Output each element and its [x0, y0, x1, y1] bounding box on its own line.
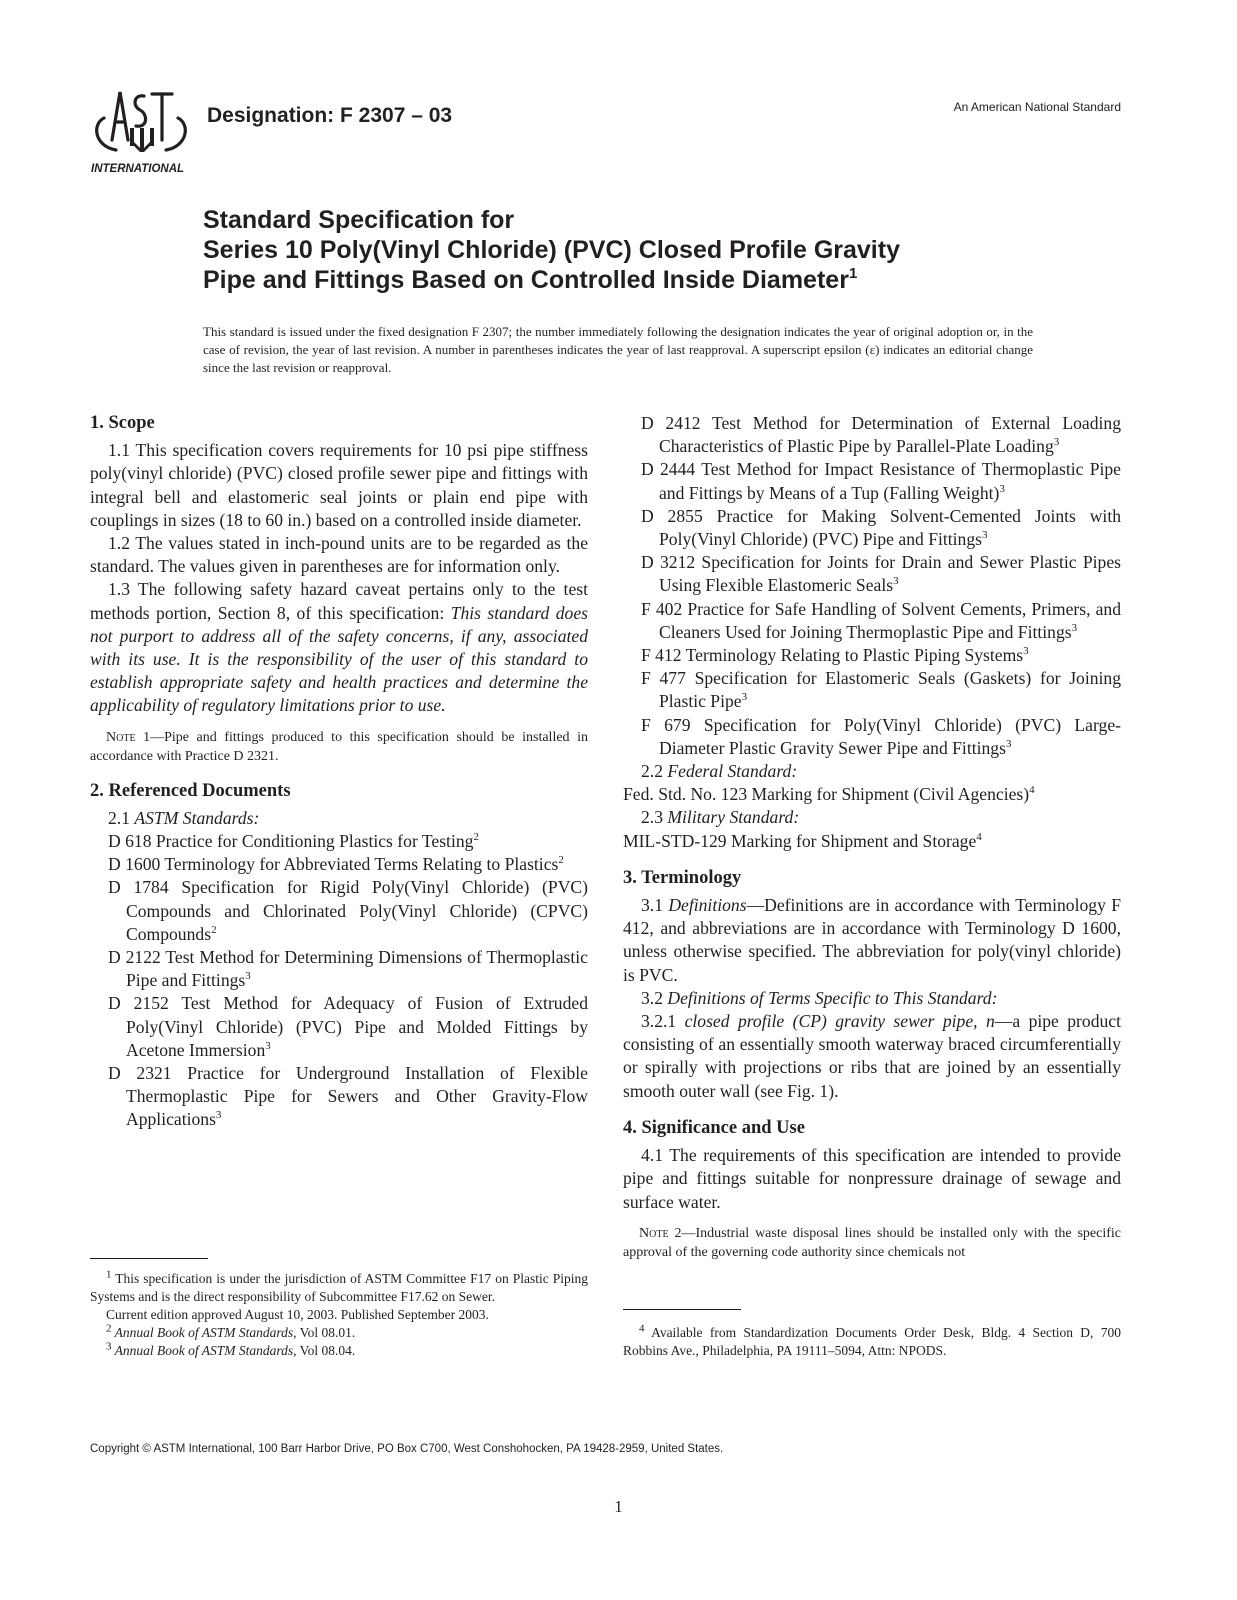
- ref-footnote-mark: 3: [741, 691, 748, 704]
- footnote-2: [90, 1324, 588, 1342]
- note-1-text: 1—Pipe and fittings produced to this specification should be installed in accordance with Practice D 2321.: [90, 729, 588, 764]
- paragraph-4-1: 4.1 The requirements of this specification are intended to provide pipe and fittings suitable for nonpressure drainage of sewage and surface water.: [623, 1145, 1121, 1212]
- ref-text: D 2152 Test Method for Adequacy of Fusion of Extruded Poly(Vinyl Chloride) (PVC) Pipe and Molded Fittings by Acetone Immersion: [108, 993, 588, 1060]
- ref-footnote-mark: 3: [1023, 645, 1029, 658]
- ref-footnote-mark: 2: [473, 831, 479, 844]
- definitions-specific-label: Definitions of Terms Specific to This Standard:: [667, 987, 998, 1008]
- section-scope-heading: 1. Scope: [90, 413, 155, 433]
- footnote-3-title: Annual Book of ASTM Standards: [111, 1343, 294, 1358]
- ref-text: D 2444 Test Method for Impact Resistance of Thermoplastic Pipe and Fittings by Means of a Tup (Falling Weight): [641, 459, 1121, 503]
- ref-list-item: [641, 412, 1121, 458]
- note-2-label: Note: [639, 1225, 669, 1241]
- paragraph-3-1-num: 3.1: [641, 895, 669, 916]
- ref-list-item: [108, 992, 588, 1062]
- ref-list-item: [641, 667, 1121, 713]
- document-title: [203, 205, 1143, 295]
- ref-list-item: [641, 598, 1121, 644]
- footnotes-left: [90, 1270, 588, 1360]
- paragraph-2-1: [90, 807, 588, 830]
- ref-footnote-mark: 2: [211, 924, 217, 936]
- footnote-1: [90, 1270, 588, 1306]
- ref-footnote-mark: 3: [265, 1040, 271, 1053]
- ref-text: D 2321 Practice for Underground Installation of Flexible Thermoplastic Pipe for Sewers and Other Gravity-Flow Applications: [108, 1063, 588, 1130]
- footnote-mark: 3: [106, 1340, 112, 1353]
- mil-std-ref: [623, 830, 1121, 853]
- term-separator: ,: [973, 1011, 986, 1032]
- footnote-mark: 1: [106, 1268, 112, 1281]
- issue-statement: This standard is issued under the fixed designation F 2307; the number immediately following the designation indicates the year of original adoption or, in the case of revision, the year of last revision. A number in parentheses indicates the year of last reapproval. A superscript epsilon (ε) indicates an editorial change since the last revision or reapproval.: [203, 324, 1033, 375]
- footnote-2-title: Annual Book of ASTM Standards: [111, 1325, 294, 1340]
- section-referenced-documents-heading: 2. Referenced Documents: [90, 780, 291, 801]
- designation: Designation: F 2307 – 03: [207, 104, 453, 127]
- paragraph-3-2-1: [623, 1010, 1121, 1103]
- ref-footnote-mark: 4: [1029, 784, 1035, 797]
- paragraph-2-2-num: 2.2: [641, 761, 668, 782]
- title-line-3-text: Pipe and Fittings Based on Controlled Inside Diameter: [203, 266, 849, 294]
- ref-footnote-mark: 3: [893, 575, 899, 588]
- note-2: [623, 1224, 1121, 1262]
- ref-list-item: [641, 551, 1121, 597]
- ref-footnote-mark: 3: [981, 529, 988, 542]
- ref-footnote-mark: 3: [245, 970, 251, 983]
- copyright-notice: Copyright © ASTM International, 100 Barr Harbor Drive, PO Box C700, West Conshohocken, PA 19428-2959, United States.: [90, 1443, 724, 1455]
- paragraph-3-2-num: 3.2: [641, 987, 668, 1008]
- paragraph-2-3: [623, 806, 1121, 829]
- title-footnote-mark: 1: [848, 264, 858, 282]
- ref-footnote-mark: 3: [999, 482, 1005, 495]
- paragraph-2-2: [623, 760, 1121, 783]
- ref-list-item: [108, 1062, 588, 1132]
- footnote-3: [90, 1342, 588, 1360]
- title-line-1: Standard Specification for: [203, 206, 515, 234]
- part-of-speech: n: [985, 1011, 995, 1032]
- footnote-1-continued: Current edition approved August 10, 2003. Published September 2003.: [106, 1307, 489, 1322]
- paragraph-3-1-text: —Definitions are in accordance with Terminology F 412, and abbreviations are in accordance with Terminology D 1600, unless otherwise specified. The abbreviation for poly(vinyl chloride) is PVC.: [623, 895, 1122, 985]
- safety-caveat: This standard does not purport to address all of the safety concerns, if any, associated with its use. It is the responsibility of the user of this standard to establish appropriate safety and health practices and determine the applicability of regulatory limitations prior to use.: [90, 602, 588, 716]
- footnote-4-text: Available from Standardization Documents Order Desk, Bldg. 4 Section D, 700 Robbins Ave., Philadelphia, PA 19111–5094, Attn: NPODS.: [623, 1325, 1121, 1358]
- ref-list-item: [108, 853, 588, 876]
- ref-text: D 3212 Specification for Joints for Drain and Sewer Plastic Pipes Using Flexible Elastomeric Seals: [641, 552, 1121, 596]
- footnote-1-text: This specification is under the jurisdiction of ASTM Committee F17 on Plastic Piping Systems and is the direct responsibility of Subcommittee F17.62 on Sewer.: [90, 1271, 588, 1304]
- definitions-label: Definitions: [668, 895, 747, 916]
- ref-text: D 618 Practice for Conditioning Plastics for Testing: [108, 831, 474, 852]
- ref-text: F 679 Specification for Poly(Vinyl Chloride) (PVC) Large-Diameter Plastic Gravity Sewer Pipe and Fittings: [641, 714, 1121, 758]
- ref-list-item: [108, 830, 588, 853]
- federal-standard-label: Federal Standard:: [667, 761, 798, 782]
- title-line-2: Series 10 Poly(Vinyl Chloride) (PVC) Closed Profile Gravity: [203, 236, 900, 264]
- ref-list-item: [108, 946, 588, 992]
- military-standard-label: Military Standard:: [667, 807, 800, 828]
- astm-logo: [90, 84, 192, 176]
- fed-std-ref: [623, 783, 1121, 806]
- left-column: [90, 412, 588, 1132]
- section-significance-heading: 4. Significance and Use: [623, 1117, 805, 1138]
- footnote-3-text: , Vol 08.04.: [293, 1343, 356, 1358]
- paragraph-1-1: 1.1 This specification covers requirements for 10 psi pipe stiffness poly(vinyl chloride) (PVC) closed profile sewer pipe and fittings with integral bell and elastomeric seal joints or plain end pipe with couplings in sizes (18 to 60 in.) based on a controlled inside diameter.: [90, 440, 588, 530]
- paragraph-3-1: [623, 894, 1121, 987]
- paragraph-1-3: [90, 578, 588, 717]
- ref-footnote-mark: 3: [1005, 737, 1012, 750]
- footnote-2-text: , Vol 08.01.: [293, 1325, 356, 1340]
- ref-text: F 412 Terminology Relating to Plastic Piping Systems: [641, 645, 1024, 666]
- footnote-4: [623, 1324, 1121, 1360]
- note-1: [90, 728, 588, 766]
- footnote-rule-left: [90, 1258, 208, 1259]
- astm-standards-label: ASTM Standards:: [134, 807, 260, 828]
- right-column: [623, 412, 1121, 1266]
- ref-text: D 2855 Practice for Making Solvent-Cemented Joints with Poly(Vinyl Chloride) (PVC) Pipe and Fittings: [641, 505, 1121, 550]
- paragraph-3-2-1-num: 3.2.1: [641, 1011, 685, 1032]
- ref-text: Fed. Std. No. 123 Marking for Shipment (Civil Agencies): [623, 784, 1030, 805]
- ref-text: D 1784 Specification for Rigid Poly(Vinyl Chloride) (PVC) Compounds and Chlorinated Poly(Vinyl Chloride) (CPVC) Compounds: [108, 877, 588, 944]
- ref-list-item: [641, 505, 1121, 551]
- defined-term: closed profile (CP) gravity sewer pipe: [684, 1011, 974, 1032]
- footnote-mark: 4: [639, 1322, 645, 1335]
- ref-footnote-mark: 3: [1053, 436, 1060, 449]
- paragraph-1-3-text: 1.3 The following safety hazard caveat pertains only to the test methods portion, Section 8, of this specification:: [90, 579, 588, 623]
- ref-footnote-mark: 3: [215, 1109, 222, 1122]
- title-line-3: [203, 265, 1143, 295]
- ref-text: F 402 Practice for Safe Handling of Solvent Cements, Primers, and Cleaners Used for Joining Thermoplastic Pipe and Fittings: [641, 598, 1121, 642]
- paragraph-1-2: 1.2 The values stated in inch-pound units are to be regarded as the standard. The values given in parentheses are for information only.: [90, 533, 588, 577]
- footnote-rule-right: [623, 1309, 741, 1310]
- page-number: 1: [614, 1497, 623, 1516]
- american-national-standard-label: An American National Standard: [953, 100, 1121, 114]
- footnotes-right: [623, 1324, 1121, 1360]
- ref-list-item: [641, 644, 1121, 667]
- note-2-text: 2—Industrial waste disposal lines should be installed only with the specific approval of the governing code authority since chemicals not: [623, 1225, 1121, 1260]
- logo-text: INTERNATIONAL: [91, 163, 185, 175]
- ref-list-item: [641, 458, 1121, 504]
- paragraph-2-1-num: 2.1: [108, 807, 135, 828]
- note-1-label: Note: [106, 729, 136, 745]
- ref-footnote-mark: 3: [1071, 621, 1078, 634]
- ref-footnote-mark: 2: [558, 854, 564, 867]
- ref-text: D 2412 Test Method for Determination of External Loading Characteristics of Plastic Pipe by Parallel-Plate Loading: [641, 413, 1121, 457]
- paragraph-2-3-num: 2.3: [641, 807, 668, 828]
- ref-list-item: [108, 876, 588, 946]
- paragraph-3-2: [623, 987, 1121, 1010]
- ref-text: F 477 Specification for Elastomeric Seals (Gaskets) for Joining Plastic Pipe: [641, 668, 1121, 712]
- astm-logo-mark: [90, 84, 192, 176]
- ref-text: D 2122 Test Method for Determining Dimensions of Thermoplastic Pipe and Fittings: [108, 947, 588, 991]
- section-terminology-heading: 3. Terminology: [623, 867, 742, 888]
- ref-list-item: [641, 714, 1121, 760]
- ref-footnote-mark: 4: [976, 830, 982, 843]
- ref-text: D 1600 Terminology for Abbreviated Terms Relating to Plastics: [108, 854, 559, 875]
- footnote-mark: 2: [106, 1322, 112, 1335]
- ref-text: MIL-STD-129 Marking for Shipment and Storage: [623, 830, 977, 851]
- definition-text: —a pipe product consisting of an essentially smooth waterway braced circumferentially or spirally with projections or ribs that are joined by an essentially smooth outer wall (see Fig. 1).: [623, 1011, 1121, 1101]
